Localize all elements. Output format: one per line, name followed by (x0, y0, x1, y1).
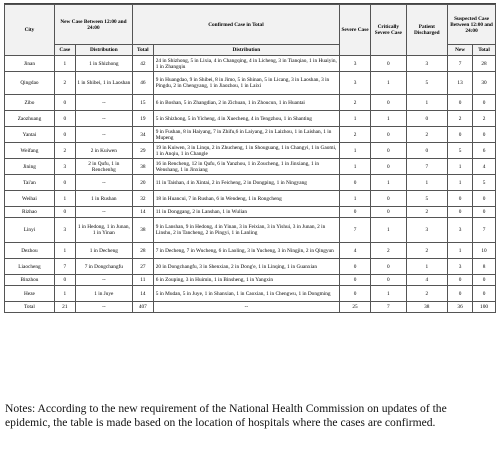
detail-cell: 9 in Fushan, 8 in Haiyang, 7 in Zhifu,6 in Laiyang, 2 in Laizhou, 1 in Laishan, 1 in Mupeng (153, 127, 339, 143)
city-cell: Binzhou (5, 275, 55, 286)
distribution-cell: -- (75, 275, 132, 286)
city-cell: Liaocheng (5, 259, 55, 275)
critical-cell: 0 (371, 259, 406, 275)
detail-cell: 11 in Taishan, 4 in Xintai, 2 in Feicheng, 2 in Dongping, 1 in Ningyang (153, 175, 339, 191)
case-cell: 1 (54, 286, 75, 302)
suspected-new-cell: 3 (448, 259, 473, 275)
total-cell: 20 (132, 175, 153, 191)
suspected-total-cell: 28 (473, 56, 496, 72)
discharged-cell: 2 (406, 286, 448, 302)
discharged-cell: 5 (406, 191, 448, 207)
table-row (5, 207, 496, 218)
critical-cell: 2 (371, 243, 406, 259)
total-cell: 38 (132, 218, 153, 243)
critical-cell: 0 (371, 127, 406, 143)
critical-cell: 0 (371, 275, 406, 286)
distribution-cell: 7 in Dongchangfu (75, 259, 132, 275)
case-cell: 0 (54, 175, 75, 191)
discharged-cell: 7 (406, 159, 448, 175)
totals-critical: 7 (371, 302, 406, 313)
total-cell: 34 (132, 127, 153, 143)
table-row (5, 275, 496, 286)
suspected-new-cell: 0 (448, 207, 473, 218)
header-suspected: Suspected Case Between 12:00 and 24:00 (448, 5, 496, 45)
case-cell: 0 (54, 95, 75, 111)
header-suspected-total: Total (473, 45, 496, 56)
discharged-cell: 1 (406, 95, 448, 111)
case-cell: 1 (54, 191, 75, 207)
detail-cell: 18 in Huancui, 7 in Rushan, 6 in Wendeng, 1 in Rongcheng (153, 191, 339, 207)
suspected-new-cell: 1 (448, 175, 473, 191)
suspected-new-cell: 1 (448, 243, 473, 259)
detail-cell: 20 in Dongchangfu, 3 in Shenxian, 2 in Dong'e, 1 in Linqing, 1 in Guanxian (153, 259, 339, 275)
severe-cell: 1 (339, 111, 370, 127)
total-cell: 29 (132, 143, 153, 159)
total-cell: 11 (132, 275, 153, 286)
detail-cell: 9 in Huangdao, 9 in Shibei, 8 in Jimo, 5 in Shinan, 5 in Licang, 3 in Laoshan, 3 in Pingdu, 2 in Chengyang, 1 in Jiaozhou, 1 in Laixi (153, 72, 339, 95)
city-cell: Jinan (5, 56, 55, 72)
case-cell: 0 (54, 207, 75, 218)
critical-cell: 1 (371, 111, 406, 127)
city-cell: Weihai (5, 191, 55, 207)
table-row (5, 111, 496, 127)
suspected-new-cell: 2 (448, 111, 473, 127)
distribution-cell: 1 in Shibei, 1 in Laoshan (75, 72, 132, 95)
severe-cell: 0 (339, 286, 370, 302)
total-cell: 15 (132, 95, 153, 111)
critical-cell: 1 (371, 175, 406, 191)
distribution-cell: -- (75, 95, 132, 111)
table-row (5, 286, 496, 302)
detail-cell: 16 in Rencheng, 12 in Qufu, 6 in Yanzhou, 1 in Zoucheng, 1 in Jinxiang, 1 in Wenshang, 1 in Jinxiang (153, 159, 339, 175)
distribution-cell: 1 in Rushan (75, 191, 132, 207)
suspected-total-cell: 10 (473, 243, 496, 259)
totals-discharged: 38 (406, 302, 448, 313)
suspected-total-cell: 30 (473, 72, 496, 95)
suspected-new-cell: 0 (448, 275, 473, 286)
case-table (4, 4, 496, 313)
detail-cell: 7 in Decheng, 7 in Wucheng, 6 in Laoling, 3 in Yucheng, 3 in Ningjin, 2 in Qingyun (153, 243, 339, 259)
detail-cell: 6 in Boshan, 5 in Zhangdian, 2 in Zichuan, 1 in Zhoucun, 1 in Huantai (153, 95, 339, 111)
totals-suspected-new: 36 (448, 302, 473, 313)
suspected-total-cell: 0 (473, 286, 496, 302)
suspected-new-cell: 13 (448, 72, 473, 95)
header-city: City (5, 5, 55, 56)
case-cell: 3 (54, 218, 75, 243)
distribution-cell: 1 in Shizhong (75, 56, 132, 72)
totals-case: 21 (54, 302, 75, 313)
case-cell: 1 (54, 56, 75, 72)
discharged-cell: 0 (406, 111, 448, 127)
table-row (5, 56, 496, 72)
table-row (5, 127, 496, 143)
discharged-cell: 0 (406, 143, 448, 159)
header-discharged: Patient Discharged (406, 5, 448, 56)
totals-suspected-total: 100 (473, 302, 496, 313)
critical-cell: 0 (371, 207, 406, 218)
critical-cell: 0 (371, 159, 406, 175)
suspected-total-cell: 0 (473, 275, 496, 286)
distribution-cell: 1 in Decheng (75, 243, 132, 259)
critical-cell: 0 (371, 56, 406, 72)
discharged-cell: 3 (406, 56, 448, 72)
suspected-total-cell: 4 (473, 159, 496, 175)
table-row (5, 259, 496, 275)
total-cell: 27 (132, 259, 153, 275)
discharged-cell: 2 (406, 243, 448, 259)
distribution-cell: -- (75, 111, 132, 127)
notes-paragraph: Notes: According to the new requirement of the National Health Commission on updates of the epidemic, the table is made based on the location of hospitals where the cases are confirmed. (5, 402, 447, 430)
header-distribution-total: Distribution (153, 45, 339, 56)
critical-cell: 0 (371, 143, 406, 159)
table-body (5, 56, 496, 302)
suspected-total-cell: 8 (473, 259, 496, 275)
suspected-new-cell: 5 (448, 143, 473, 159)
city-cell: Yantai (5, 127, 55, 143)
discharged-cell: 2 (406, 207, 448, 218)
detail-cell: 6 in Zouping, 3 in Huimin, 1 in Binsheng, 1 in Yangxin (153, 275, 339, 286)
suspected-total-cell: 0 (473, 95, 496, 111)
case-cell: 0 (54, 275, 75, 286)
suspected-total-cell: 2 (473, 111, 496, 127)
city-cell: Linyi (5, 218, 55, 243)
total-cell: 46 (132, 72, 153, 95)
suspected-total-cell: 0 (473, 127, 496, 143)
total-cell: 38 (132, 159, 153, 175)
table-row (5, 191, 496, 207)
totals-total: 407 (132, 302, 153, 313)
city-cell: Heze (5, 286, 55, 302)
header-confirmed-total: Confirmed Case in Total (132, 5, 339, 45)
critical-cell: 0 (371, 191, 406, 207)
discharged-cell: 5 (406, 72, 448, 95)
severe-cell: 1 (339, 191, 370, 207)
case-cell: 3 (54, 159, 75, 175)
discharged-cell: 4 (406, 275, 448, 286)
detail-cell: 19 in Kuiwen, 3 in Linqu, 2 in Zhucheng, 1 in Shouguang, 1 in Changyi, 1 in Gaomi, 1 in Anqiu, 1 in Changle (153, 143, 339, 159)
severe-cell: 3 (339, 72, 370, 95)
detail-cell: 9 in Lanshan, 9 in Hedong, 4 in Yinan, 3 in Feixian, 3 in Yishui, 3 in Junan, 2 in Linshu, 2 in Tancheng, 2 in Pingyi, 1 in Lanling (153, 218, 339, 243)
city-cell: Rizhao (5, 207, 55, 218)
table-row (5, 143, 496, 159)
detail-cell: 11 in Donggang, 2 in Lanshan, 1 in Wulian (153, 207, 339, 218)
suspected-new-cell: 0 (448, 95, 473, 111)
total-cell: 42 (132, 56, 153, 72)
distribution-cell: 1 in Hedong, 1 in Junan, 1 in Yinan (75, 218, 132, 243)
severe-cell: 1 (339, 159, 370, 175)
header-critical: Critically Severe Case (371, 5, 406, 56)
discharged-cell: 1 (406, 259, 448, 275)
suspected-total-cell: 7 (473, 218, 496, 243)
case-cell: 7 (54, 259, 75, 275)
city-cell: Tai'an (5, 175, 55, 191)
city-cell: Jining (5, 159, 55, 175)
totals-severe: 25 (339, 302, 370, 313)
distribution-cell: -- (75, 175, 132, 191)
table-row (5, 218, 496, 243)
discharged-cell: 3 (406, 218, 448, 243)
distribution-cell: 1 in Juye (75, 286, 132, 302)
severe-cell: 0 (339, 175, 370, 191)
case-cell: 0 (54, 127, 75, 143)
suspected-new-cell: 0 (448, 286, 473, 302)
severe-cell: 0 (339, 275, 370, 286)
distribution-cell: -- (75, 207, 132, 218)
severe-cell: 2 (339, 95, 370, 111)
totals-row (5, 302, 496, 313)
case-cell: 2 (54, 143, 75, 159)
distribution-cell: 2 in Kuiwen (75, 143, 132, 159)
city-cell: Dezhou (5, 243, 55, 259)
suspected-total-cell: 0 (473, 207, 496, 218)
total-cell: 19 (132, 111, 153, 127)
suspected-new-cell: 1 (448, 159, 473, 175)
severe-cell: 4 (339, 243, 370, 259)
total-cell: 14 (132, 286, 153, 302)
city-cell: Zibo (5, 95, 55, 111)
header-case: Case (54, 45, 75, 56)
totals-label: Total (5, 302, 55, 313)
detail-cell: 5 in Shizhong, 5 in Yicheng, 4 in Xuecheng, 4 in Tengzhou, 1 in Shanting (153, 111, 339, 127)
severe-cell: 1 (339, 143, 370, 159)
table-sheet (4, 0, 496, 313)
table-row (5, 175, 496, 191)
case-cell: 1 (54, 243, 75, 259)
total-cell: 28 (132, 243, 153, 259)
distribution-cell: -- (75, 127, 132, 143)
suspected-total-cell: 5 (473, 175, 496, 191)
distribution-cell: 2 in Qufu, 1 in Renchenhg (75, 159, 132, 175)
case-cell: 0 (54, 111, 75, 127)
table-row (5, 72, 496, 95)
severe-cell: 3 (339, 56, 370, 72)
severe-cell: 7 (339, 218, 370, 243)
table-row (5, 95, 496, 111)
total-cell: 14 (132, 207, 153, 218)
suspected-new-cell: 0 (448, 191, 473, 207)
critical-cell: 1 (371, 72, 406, 95)
critical-cell: 0 (371, 95, 406, 111)
table-row (5, 243, 496, 259)
city-cell: Qingdao (5, 72, 55, 95)
case-cell: 2 (54, 72, 75, 95)
detail-cell: 5 in Mudan, 5 in Juye, 1 in Shanxian, 1 in Caoxian, 1 in Chengwu, 1 in Dongming (153, 286, 339, 302)
detail-cell: 24 in Shizhong, 5 in Lixia, 4 in Changqing, 4 in Licheng, 3 in Tianqiao, 1 in Huaiyin, 1 in Zhangqiu (153, 56, 339, 72)
city-cell: Zaozhuang (5, 111, 55, 127)
critical-cell: 1 (371, 218, 406, 243)
discharged-cell: 2 (406, 127, 448, 143)
header-total: Total (132, 45, 153, 56)
suspected-new-cell: 0 (448, 127, 473, 143)
header-suspected-new: New (448, 45, 473, 56)
header-severe: Severe Case (339, 5, 370, 56)
critical-cell: 1 (371, 286, 406, 302)
discharged-cell: 1 (406, 175, 448, 191)
header-new-case: New Case Between 12:00 and 24:00 (54, 5, 132, 45)
totals-distribution: -- (75, 302, 132, 313)
table-row (5, 159, 496, 175)
severe-cell: 2 (339, 127, 370, 143)
suspected-total-cell: 6 (473, 143, 496, 159)
suspected-total-cell: 0 (473, 191, 496, 207)
header-distribution: Distribution (75, 45, 132, 56)
total-cell: 32 (132, 191, 153, 207)
severe-cell: 0 (339, 207, 370, 218)
severe-cell: 0 (339, 259, 370, 275)
suspected-new-cell: 3 (448, 218, 473, 243)
suspected-new-cell: 7 (448, 56, 473, 72)
totals-detail: -- (153, 302, 339, 313)
city-cell: Weifang (5, 143, 55, 159)
